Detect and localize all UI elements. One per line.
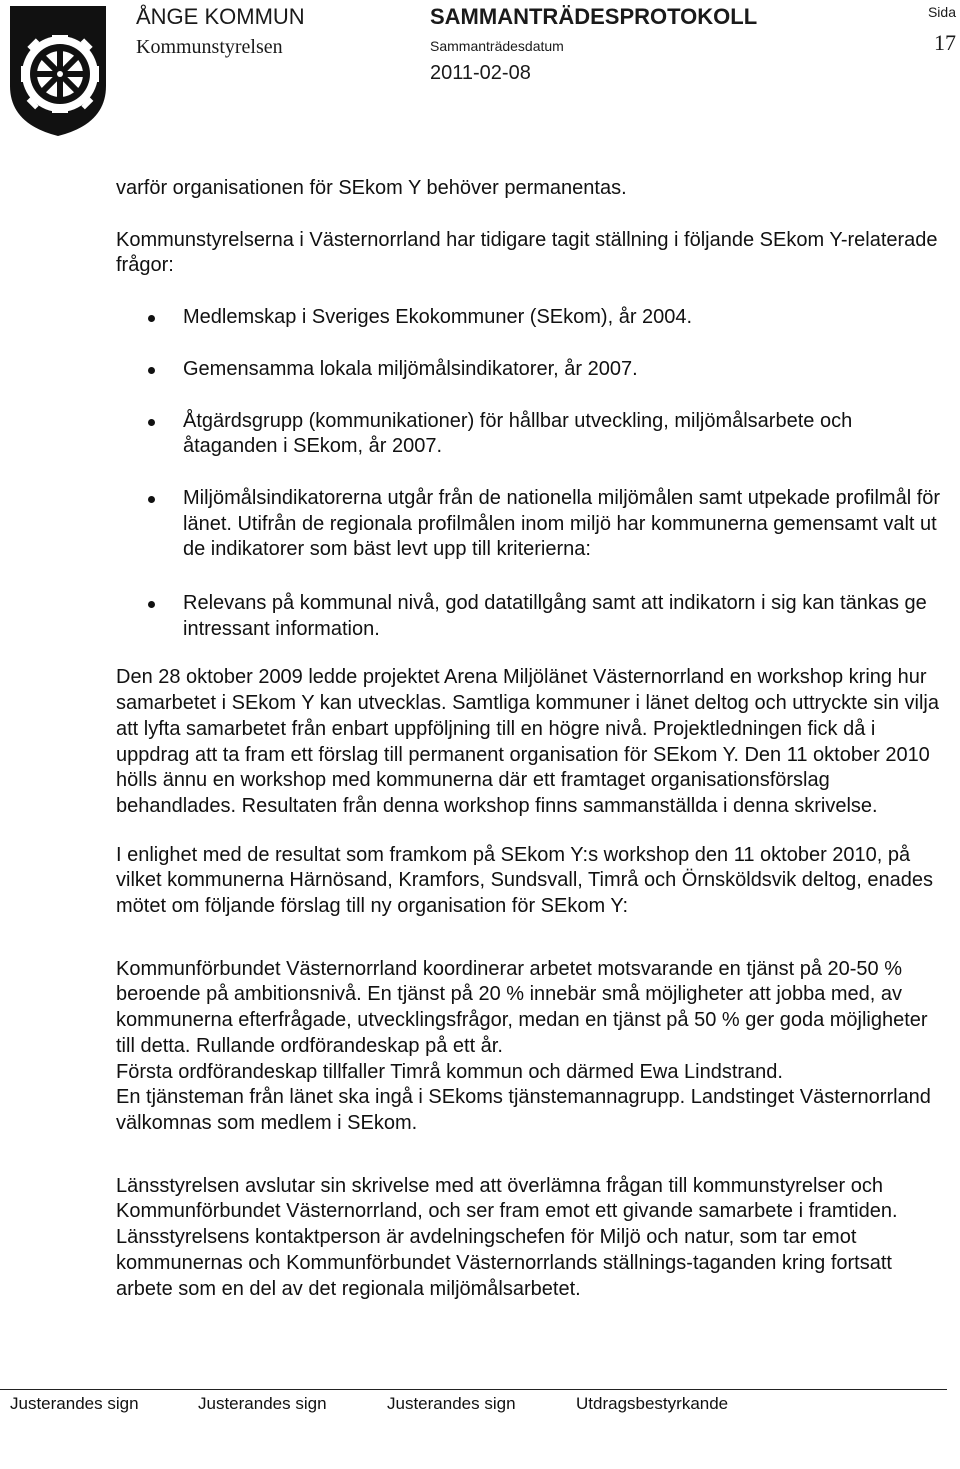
list-item: Relevans på kommunal nivå, god datatillgång samt att indikatorn i sig kan tänkas ge intressant information. xyxy=(116,591,946,642)
document-body xyxy=(116,176,946,1302)
bullet-icon xyxy=(148,367,155,374)
document-type: SAMMANTRÄDESPROTOKOLL xyxy=(430,4,758,29)
paragraph: I enlighet med de resultat som framkom på SEkom Y:s workshop den 11 oktober 2010, på vilket kommunerna Härnösand, Kramfors, Sundsvall, Timrå och Örnsköldsvik deltog, enades mötet om följande förslag till ny organisation för SEkom Y: xyxy=(116,843,934,918)
coat-of-arms-wheel-icon xyxy=(6,2,110,138)
page-label: Sida xyxy=(927,4,956,20)
list-item: Medlemskap i Sveriges Ekokommuner (SEkom), år 2004. xyxy=(116,305,946,331)
list-item: Åtgärdsgrupp (kommunikationer) för hållbar utveckling, miljömålsarbete och åtaganden i SEkom, år 2007. xyxy=(116,409,946,460)
municipal-logo xyxy=(6,2,110,138)
paragraph: Första ordförandeskap tillfaller Timrå kommun och därmed Ewa Lindstrand. xyxy=(116,1060,783,1083)
signature-label: Justerandes sign xyxy=(198,1394,327,1413)
page-number: 17 xyxy=(934,30,956,55)
paragraph: En tjänsteman från länet ska ingå i SEkoms tjänstemannagrupp. Landstinget Västernorrland välkomnas som medlem i SEkom. xyxy=(116,1086,931,1134)
certification-label: Utdragsbestyrkande xyxy=(576,1394,729,1413)
bullet-icon xyxy=(148,419,155,426)
organization-name: ÅNGE KOMMUN xyxy=(136,4,305,29)
paragraph: Kommunförbundet Västernorrland koordinerar arbetet motsvarande en tjänst på 20-50 % beroende på ambitionsnivå. En tjänst på 20 % innebär små möjligheter att jobba med, av kommunerna efterfrågade, utvecklingsfrågor, medan en tjänst på 50 % ger goda möjligheter till detta. Rullande ordförandeskap på ett år. xyxy=(116,957,928,1057)
signature-label: Justerandes sign xyxy=(10,1394,139,1413)
list-item: Gemensamma lokala miljömålsindikatorer, år 2007. xyxy=(116,357,946,383)
bullet-icon xyxy=(148,315,155,322)
signature-label: Justerandes sign xyxy=(387,1394,516,1413)
organization-unit: Kommunstyrelsen xyxy=(136,36,283,58)
bullet-list xyxy=(116,305,946,642)
footer-divider xyxy=(0,1389,947,1390)
bullet-icon xyxy=(148,601,155,608)
list-item: Miljömålsindikatorerna utgår från de nationella miljömålen samt utpekade profilmål för länet. Utifrån de regionala profilmålen inom miljö har kommunerna gemensamt valt ut de indikatorer som bäst levt upp till kriterierna: xyxy=(116,486,946,563)
paragraph: Kommunstyrelserna i Västernorrland har tidigare tagit ställning i följande SEkom Y-relaterade frågor: xyxy=(116,228,938,277)
paragraph: Den 28 oktober 2009 ledde projektet Arena Miljölänet Västernorrland en workshop kring hur samarbetet i SEkom Y kan utvecklas. Samtliga kommuner i länet deltog och uttryckte sin vilja att lyfta samarbetet från enbart uppföljning till en högre nivå. Projektledningen fick då i uppdrag att ta fram ett förslag till permanent organisation för SEkom Y. Den 11 oktober 2010 hölls ännu en workshop med kommunerna där ett framtaget organisationsförslag behandlades. Resultaten från denna workshop finns sammanställda i denna skrivelse. xyxy=(116,666,939,817)
meeting-date-label: Sammanträdesdatum xyxy=(430,38,564,54)
paragraph: varför organisationen för SEkom Y behöver permanentas. xyxy=(116,177,627,199)
paragraph: Länsstyrelsen avslutar sin skrivelse med att överlämna frågan till kommunstyrelser och Kommunförbundet Västernorrland, och ser fram emot ett givande samarbete i framtiden. Länsstyrelsens kontaktperson är avdelningschefen för Miljö och natur, som tar emot kommunernas och Kommunförbundet Västernorrlands ställnings-taganden kring fortsatt arbete som en del av det regionala miljömålsarbetet. xyxy=(116,1174,898,1300)
bullet-icon xyxy=(148,496,155,503)
meeting-date: 2011-02-08 xyxy=(430,62,531,84)
